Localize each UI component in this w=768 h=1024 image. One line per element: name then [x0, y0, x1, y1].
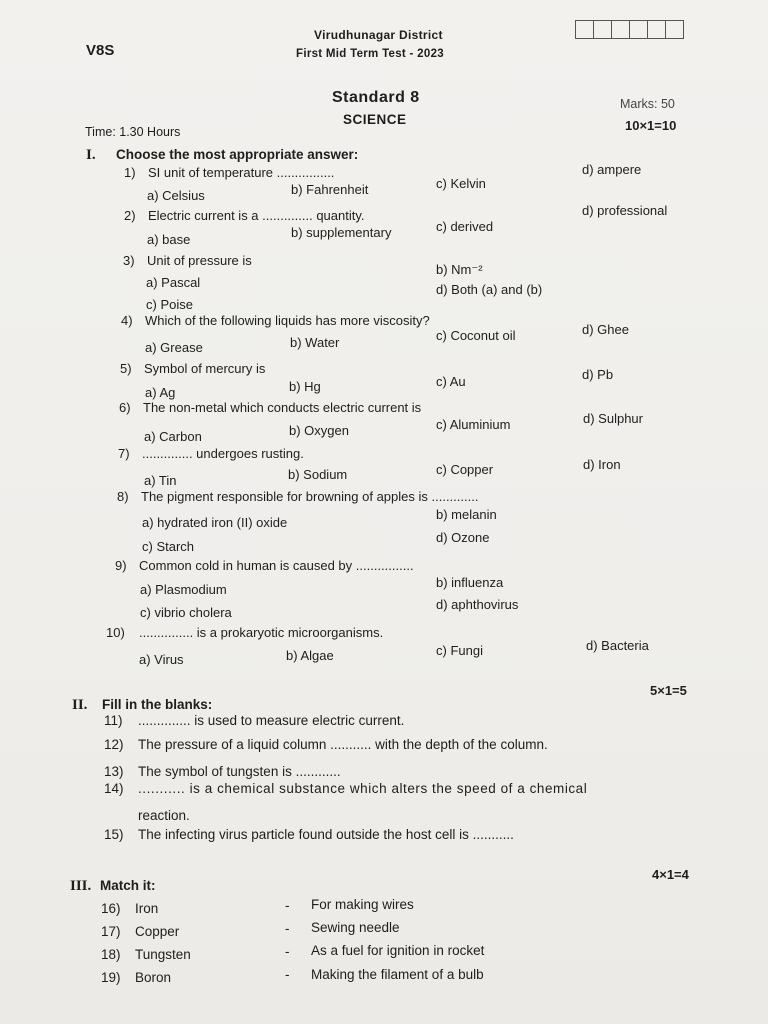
- option-a: a) base: [147, 232, 191, 247]
- section-numeral: III.: [70, 878, 92, 894]
- option-b: b) Nm⁻²: [436, 262, 483, 277]
- reg-box: [629, 20, 648, 39]
- section-title: Fill in the blanks:: [102, 697, 213, 712]
- standard-title: Standard 8: [332, 89, 420, 106]
- fill-item-11: 11) .............. is used to measure electric current.: [104, 713, 405, 728]
- option-b: b) Algae: [286, 648, 334, 663]
- match-value-18: As a fuel for ignition in rocket: [311, 943, 485, 958]
- section-title: Choose the most appropriate answer:: [116, 147, 359, 162]
- question-3: 3) Unit of pressure is: [123, 253, 252, 268]
- section-title: Match it:: [100, 878, 156, 893]
- match-value-19: Making the filament of a bulb: [311, 967, 484, 982]
- fill-item-15: 15) The infecting virus particle found outside the host cell is ...........: [104, 827, 514, 842]
- option-c: c) Coconut oil: [436, 328, 516, 343]
- match-value-16: For making wires: [311, 897, 414, 912]
- question-2: 2) Electric current is a .............. quantity.: [124, 208, 365, 223]
- fill-item-13: 13) The symbol of tungsten is ............: [104, 764, 341, 779]
- option-d: d) Ghee: [582, 322, 629, 337]
- reg-box: [665, 20, 684, 39]
- question-5: 5) Symbol of mercury is: [120, 361, 266, 376]
- option-c: c) Copper: [436, 462, 494, 477]
- test-title: First Mid Term Test - 2023: [296, 48, 444, 60]
- section-3-score: 4×1=4: [652, 867, 689, 882]
- option-d: d) aphthovirus: [436, 597, 519, 612]
- option-d: d) Bacteria: [586, 638, 649, 653]
- district-title: Virudhunagar District: [314, 28, 443, 42]
- option-b: b) Hg: [289, 379, 321, 394]
- match-item-19: 19) Boron: [101, 970, 172, 985]
- total-marks: Marks: 50: [620, 97, 675, 111]
- option-b: b) supplementary: [291, 225, 392, 240]
- option-a: a) Plasmodium: [140, 582, 227, 597]
- section-2-heading: [72, 697, 212, 714]
- match-dash: -: [285, 967, 290, 982]
- option-a: a) Ag: [145, 385, 176, 400]
- option-d: d) professional: [582, 203, 668, 218]
- option-b: b) melanin: [436, 507, 497, 522]
- option-c: c) vibrio cholera: [140, 605, 232, 620]
- question-6: 6) The non-metal which conducts electric current is: [119, 400, 422, 415]
- match-dash: -: [285, 898, 290, 913]
- option-d: d) Iron: [583, 457, 621, 472]
- option-d: d) Ozone: [436, 530, 490, 545]
- option-c: c) Starch: [142, 539, 195, 554]
- option-b: b) Sodium: [288, 467, 348, 482]
- option-c: c) Au: [436, 374, 466, 389]
- reg-box: [647, 20, 666, 39]
- question-10: 10) ............... is a prokaryotic microorganisms.: [106, 625, 384, 640]
- option-b: b) influenza: [436, 575, 504, 590]
- option-a: a) Celsius: [147, 188, 205, 203]
- match-dash: -: [285, 921, 290, 936]
- option-b: b) Oxygen: [289, 423, 349, 438]
- question-1: 1) SI unit of temperature ................: [124, 165, 335, 180]
- question-9: 9) Common cold in human is caused by ................: [115, 558, 414, 573]
- option-d: d) Both (a) and (b): [436, 282, 543, 297]
- reg-box: [593, 20, 612, 39]
- option-a: a) Virus: [139, 652, 184, 667]
- option-a: a) Grease: [145, 340, 203, 355]
- fill-item-12: 12) The pressure of a liquid column ........... with the depth of the column.: [104, 737, 548, 752]
- match-item-18: 18) Tungsten: [101, 947, 191, 962]
- question-7: 7) .............. undergoes rusting.: [118, 446, 304, 461]
- section-3-heading: [70, 878, 156, 895]
- fill-item-14: 14) ........... is a chemical substance which alters the speed of a chemical: [104, 781, 588, 796]
- register-number-boxes: [576, 20, 684, 39]
- match-value-17: Sewing needle: [311, 920, 400, 935]
- option-a: a) hydrated iron (II) oxide: [142, 515, 288, 530]
- option-d: d) ampere: [582, 162, 642, 177]
- match-dash: -: [285, 944, 290, 959]
- section-numeral: II.: [72, 697, 88, 713]
- option-d: d) Pb: [582, 367, 614, 382]
- option-a: a) Pascal: [146, 275, 201, 290]
- option-c: c) derived: [436, 219, 494, 234]
- option-b: b) Fahrenheit: [291, 182, 369, 197]
- section-1-heading: [86, 147, 358, 164]
- reg-box: [611, 20, 630, 39]
- section-2-score: 5×1=5: [650, 683, 687, 698]
- time-allowed: Time: 1.30 Hours: [85, 125, 181, 139]
- fill-item-14-continued: reaction.: [138, 808, 190, 823]
- option-c: c) Aluminium: [436, 417, 511, 432]
- option-b: b) Water: [290, 335, 340, 350]
- option-a: a) Tin: [144, 473, 177, 488]
- option-c: c) Poise: [146, 297, 193, 312]
- question-4: 4) Which of the following liquids has more viscosity?: [121, 313, 430, 328]
- section-numeral: I.: [86, 147, 96, 163]
- option-a: a) Carbon: [144, 429, 202, 444]
- question-8: 8) The pigment responsible for browning of apples is .............: [117, 489, 479, 504]
- reg-box: [575, 20, 594, 39]
- paper-code: V8S: [86, 42, 115, 59]
- match-item-17: 17) Copper: [101, 924, 180, 939]
- option-d: d) Sulphur: [583, 411, 643, 426]
- option-c: c) Kelvin: [436, 176, 486, 191]
- option-c: c) Fungi: [436, 643, 483, 658]
- match-item-16: 16) Iron: [101, 901, 159, 916]
- subject-title: SCIENCE: [343, 112, 407, 127]
- section-1-score: 10×1=10: [625, 118, 677, 133]
